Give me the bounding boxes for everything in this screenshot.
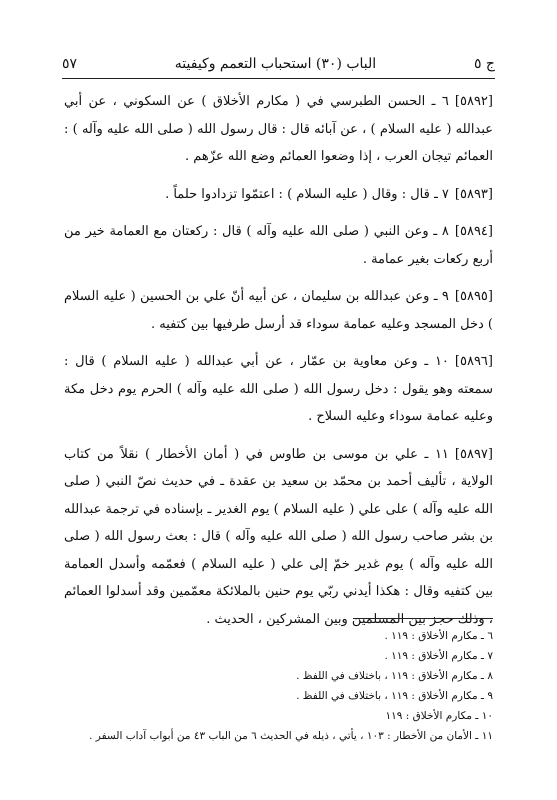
hadith-number: [٥٨٩٥]: [454, 289, 493, 304]
hadith-number: [٥٨٩٤]: [454, 224, 493, 239]
header-divider: [62, 78, 495, 79]
hadith-number: [٥٨٩٢]: [454, 94, 493, 109]
volume-label: ج ٥: [473, 56, 495, 72]
hadith-entry: [64, 283, 493, 338]
main-text: [64, 88, 493, 643]
hadith-entry: [64, 88, 493, 171]
hadith-number: [٥٨٩٦]: [454, 354, 493, 369]
footnote: ٩ ـ مكارم الأخلاق : ١١٩ ، باختلاف في اللفظ .: [296, 690, 493, 702]
footnote: ٧ ـ مكارم الأخلاق : ١١٩ .: [384, 650, 493, 662]
footnote: ١١ ـ الأمان من الأخطار : ١٠٣ ، يأتي ، ذيله في الحديث ٦ من الباب ٤٣ من أبواب آداب السفر .: [89, 730, 493, 742]
footnotes: [64, 626, 493, 746]
hadith-text: ٦ ـ الحسن الطبرسي في ( مكارم الأخلاق ) عن السكوني ، عن أبي عبدالله ( عليه السلام ) ، عن آبائه قال : قال رسول الله ( صلى الله عليه وآله ) : العمائم تيجان العرب ، إذا وضعوا العمائم وضع الله عزّهم .: [64, 94, 493, 164]
hadith-text: ٩ ـ وعن عبدالله بن سليمان ، عن أبيه أنّ علي بن الحسين ( عليه السلام ) دخل المسجد وعليه عمامة سوداء قد أرسل طرفيها بين كتفيه .: [64, 289, 493, 332]
page-number: ٥٧: [62, 56, 78, 72]
hadith-entry: [64, 348, 493, 431]
footnote: ١٠ ـ مكارم الأخلاق : ١١٩: [385, 710, 493, 722]
hadith-entry: [64, 218, 493, 273]
footnote: ٨ ـ مكارم الأخلاق : ١١٩ ، باختلاف في اللفظ .: [296, 670, 493, 682]
hadith-text: ١١ ـ علي بن موسى بن طاوس في ( أمان الأخطار ) نقلاً من كتاب الولاية ، تأليف أحمد بن محمّد بن سعيد بن عقدة ـ في حديث نصّ النبي ( صلى الله عليه وآله ) على علي ( عليه السلام ) يوم الغدير ـ بإسناده في ترجمة عبدالله بن بشر صاحب رسول الله ( صلى الله عليه وآله ) قال : بعث رسول الله ( صلى الله عليه وآله ) يوم غدير خمّ إلى علي ( عليه السلام ) فعمّمه وأسدل العمامة بين كتفيه وقال : هكذا أيدني ربّي يوم حنين بالملائكة معمّمين وقد أسدلوا العمائم ، وذلك حجز بين المسلمين وبين المشركين ، الحديث .: [64, 446, 493, 627]
page-header: [62, 52, 495, 76]
hadith-text: ٧ ـ قال : وقال ( عليه السلام ) : اعتمّوا تزدادوا حلماً .: [165, 186, 449, 202]
hadith-text: ٨ ـ وعن النبي ( صلى الله عليه وآله ) قال : ركعتان مع العمامة خير من أربع ركعات بغير عمامة .: [64, 224, 493, 267]
hadith-number: [٥٨٩٧]: [454, 446, 493, 462]
footnote-divider: [353, 618, 493, 619]
hadith-text: ١٠ ـ وعن معاوية بن عمّار ، عن أبي عبدالله ( عليه السلام ) قال : سمعته وهو يقول : دخل رسول الله ( صلى الله عليه وآله ) الحرم يوم دخل مكة وعليه عمامة سوداء وعليه السلاح .: [64, 354, 493, 424]
hadith-entry: [64, 441, 493, 634]
chapter-title: الباب (٣٠) استحباب التعمم وكيفيته: [174, 56, 377, 72]
footnote: ٦ ـ مكارم الأخلاق : ١١٩ .: [384, 630, 493, 642]
hadith-number: [٥٨٩٣]: [454, 186, 493, 202]
hadith-entry: [64, 181, 493, 209]
